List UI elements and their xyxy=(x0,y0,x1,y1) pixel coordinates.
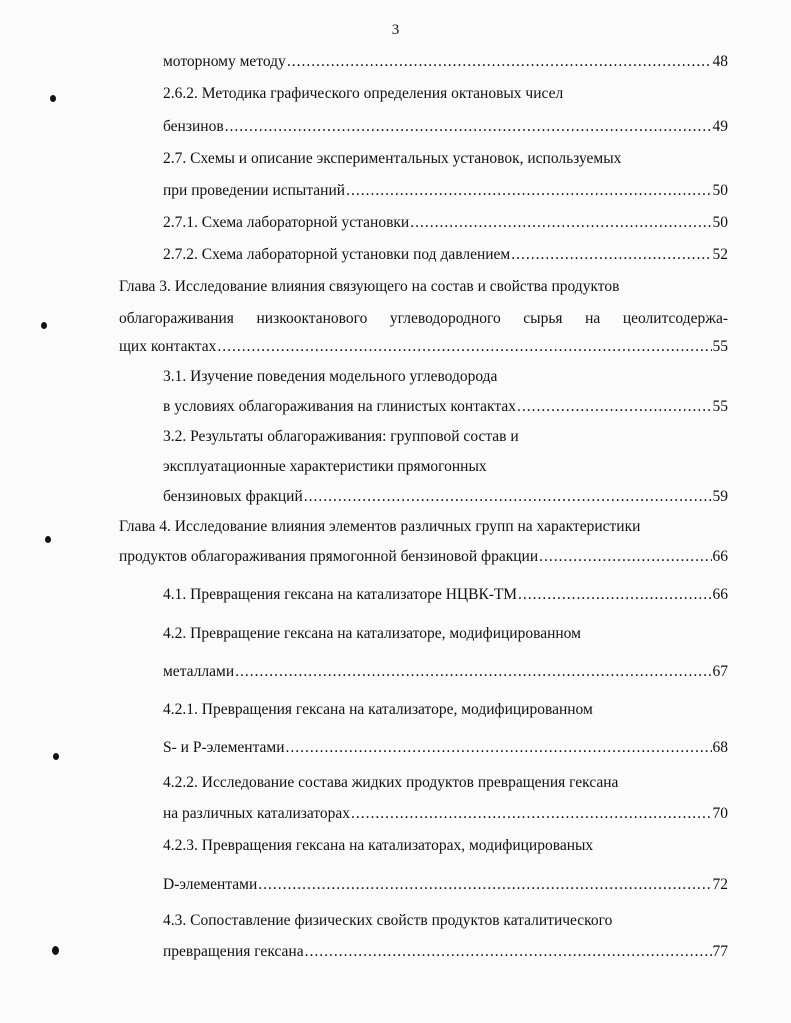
toc-entry[interactable] xyxy=(163,181,728,201)
toc-entry-text: бензиновых фракций xyxy=(163,488,303,505)
toc-entry-text: бензинов xyxy=(163,118,224,135)
toc-page-number: 48 xyxy=(712,53,728,70)
toc-entry-text: превращения гексана xyxy=(163,943,304,960)
toc-page-number: 52 xyxy=(712,246,728,263)
dot-leader xyxy=(287,52,712,72)
dot-leader xyxy=(511,245,711,265)
toc-entry[interactable] xyxy=(163,117,728,137)
toc-page-number: 77 xyxy=(712,943,728,960)
toc-page-number: 59 xyxy=(712,488,728,505)
toc-entry-text: 4.1. Превращения гексана на катализаторе НЦВК-ТМ xyxy=(163,586,518,603)
dot-leader xyxy=(518,585,711,605)
dot-leader xyxy=(539,547,711,567)
toc-entry-title-line: 2.7. Схемы и описание экспериментальных установок, используемых xyxy=(163,150,622,167)
toc-entry-text: щих контактах xyxy=(119,338,217,355)
toc-chapter-entry[interactable] xyxy=(119,547,728,567)
toc-page-number: 50 xyxy=(712,182,728,199)
toc-page-number: 55 xyxy=(712,338,728,355)
toc-entry[interactable] xyxy=(163,942,728,962)
toc-entry[interactable] xyxy=(163,804,728,824)
toc-page-number: 66 xyxy=(712,548,728,565)
toc-page-number: 66 xyxy=(712,586,728,603)
toc-entry[interactable] xyxy=(163,585,728,605)
toc-chapter-entry[interactable] xyxy=(119,337,728,357)
toc-entry-title-line: эксплуатационные характеристики прямогонных xyxy=(163,458,487,475)
toc-entry-text: 2.7.1. Схема лабораторной установки xyxy=(163,214,410,231)
toc-entry[interactable] xyxy=(163,397,728,417)
toc-entry[interactable] xyxy=(163,52,728,72)
toc-entry-text: S- и P-элементами xyxy=(163,739,285,756)
toc-page-number: 67 xyxy=(712,663,728,680)
dot-leader xyxy=(258,875,711,895)
toc-entry-title-line: 3.1. Изучение поведения модельного углеводорода xyxy=(163,368,498,385)
chapter-title-line: Глава 4. Исследование влияния элементов различных групп на характеристики xyxy=(119,518,641,535)
dot-leader xyxy=(225,117,712,137)
toc-entry-text: 2.7.2. Схема лабораторной установки под давлением xyxy=(163,246,511,263)
page-number: 3 xyxy=(391,22,400,38)
toc-entry[interactable] xyxy=(163,662,728,682)
toc-entry-text: при проведении испытаний xyxy=(163,182,346,199)
toc-entry[interactable] xyxy=(163,875,728,895)
toc-entry-title-line: 4.3. Сопоставление физических свойств продуктов каталитического xyxy=(163,912,613,929)
toc-page-number: 70 xyxy=(712,805,728,822)
dot-leader xyxy=(351,804,711,824)
toc-entry-text: в условиях облагораживания на глинистых контактах xyxy=(163,398,516,415)
scan-hole-mark xyxy=(41,322,47,329)
dot-leader xyxy=(286,738,712,758)
toc-page-number: 68 xyxy=(712,739,728,756)
toc-entry-title-line: 2.6.2. Методика графического определения октановых чисел xyxy=(163,85,564,102)
toc-entry[interactable] xyxy=(163,245,728,265)
toc-page-number: 55 xyxy=(712,398,728,415)
toc-entry-title-line: 4.2.3. Превращения гексана на катализаторах, модифицированых xyxy=(163,837,594,854)
toc-entry-title-line: 3.2. Результаты облагораживания: групповой состав и xyxy=(163,428,519,445)
toc-entry[interactable] xyxy=(163,738,728,758)
dot-leader xyxy=(235,662,711,682)
dot-leader xyxy=(517,397,712,417)
toc-entry-title-line: 4.2.1. Превращения гексана на катализаторе, модифицированном xyxy=(163,701,593,718)
dot-leader xyxy=(410,213,711,233)
scan-hole-mark xyxy=(45,536,51,543)
dot-leader xyxy=(346,181,711,201)
toc-entry[interactable] xyxy=(163,487,728,507)
dot-leader xyxy=(217,337,711,357)
toc-entry-text: продуктов облагораживания прямогонной бензиновой фракции xyxy=(119,548,539,565)
toc-page-number: 49 xyxy=(712,118,728,135)
toc-entry-text: моторному методу xyxy=(163,53,286,70)
toc-entry-text: металлами xyxy=(163,663,235,680)
chapter-title-line: облагораживания низкооктанового углеводородного сырья на цеолитсодержа- xyxy=(119,310,728,327)
dot-leader xyxy=(304,487,712,507)
toc-entry-title-line: 4.2. Превращение гексана на катализаторе, модифицированном xyxy=(163,625,581,642)
scan-hole-mark xyxy=(53,753,59,760)
toc-page-number: 72 xyxy=(712,876,728,893)
dot-leader xyxy=(305,942,712,962)
toc-entry-text: на различных катализаторах xyxy=(163,805,351,822)
toc-page-number: 50 xyxy=(712,214,728,231)
toc-entry-title-line: 4.2.2. Исследование состава жидких продуктов превращения гексана xyxy=(163,774,619,791)
scan-hole-mark xyxy=(52,946,59,955)
chapter-title-line: Глава 3. Исследование влияния связующего на состав и свойства продуктов xyxy=(119,278,620,295)
scan-hole-mark xyxy=(50,95,56,102)
toc-entry[interactable] xyxy=(163,213,728,233)
toc-entry-text: D-элементами xyxy=(163,876,258,893)
